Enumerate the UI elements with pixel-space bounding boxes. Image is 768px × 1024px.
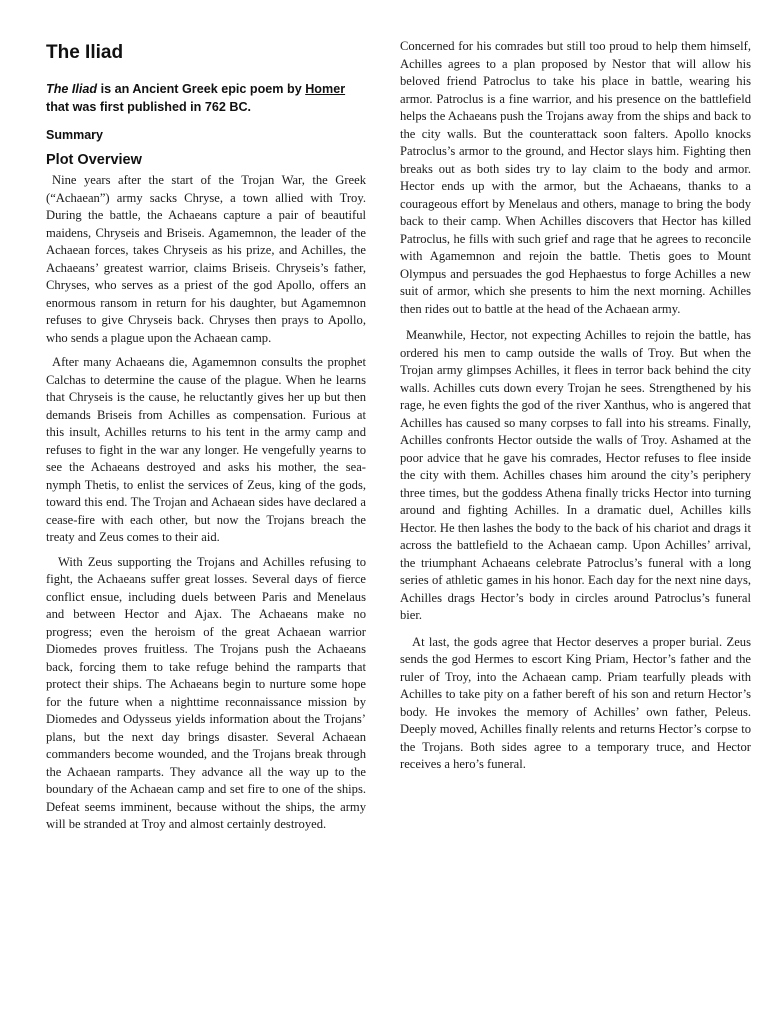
document-title: The Iliad: [46, 42, 124, 63]
paragraph: Meanwhile, Hector, not expecting Achilles to rejoin the battle, has ordered his men to camp outside the walls of Troy. But when the Trojan army glimpses Achilles, it flees in terror back behind the city walls. Achilles cuts down every Trojan he sees. Strengthened by his rage, he even fights the god of the river Xanthus, who is angered that Achilles has caused so many corpses to fall into his streams. Finally, Achilles confronts Hector outside the walls of Troy. Ashamed at the poor advice that he gave his comrades, Hector refuses to flee inside the city with them. Achilles chases him around the city’s periphery three times, but the goddess Athena finally tricks Hector into turning around and fighting Achilles. In a dramatic duel, Achilles kills Hector. He then lashes the body to the back of his chariot and drags it across the battlefield to the Achaean camp. Upon Achilles’ arrival, the triumphant Achaeans celebrate Patroclus’s funeral with a long series of athletic games in his honor. Each day for the next nine days, Achilles drags Hector’s body in circles around Patroclus’s funeral bier.: [400, 328, 751, 622]
paragraph: At last, the gods agree that Hector deserves a proper burial. Zeus sends the god Hermes to escort King Priam, Hector’s father and the ruler of Troy, into the Achaean camp. Priam tearfully pleads with Achilles to take pity on a father bereft of his son and return Hector’s body. He invokes the memory of Achilles’ own father, Peleus. Deeply moved, Achilles finally relents and returns Hector’s corpse to the Trojans. Both sides agree to a temporary truce, and Hector receives a hero’s funeral.: [400, 634, 751, 771]
summary-label: Summary: [46, 128, 103, 142]
paragraph: Nine years after the start of the Trojan War, the Greek (“Achaean”) army sacks Chryse, a town allied with Troy. During the battle, the Achaeans capture a pair of beautiful maidens, Chryseis and Briseis. Agamemnon, the leader of the Achaean forces, takes Chryseis as his prize, and Achilles, the Achaeans’ greatest warrior, claims Briseis. Chryseis’s father, Chryses, who serves as a priest of the god Apollo, offers an enormous ransom in return for his daughter, but Agamemnon refuses to give Chryseis back. Chryses then prays to Apollo, who sends a plague upon the Achaean camp.: [46, 173, 366, 345]
intro-line: [46, 80, 366, 116]
paragraph: Concerned for his comrades but still too proud to help them himself, Achilles agrees to a plan proposed by Nestor that will allow his beloved friend Patroclus to take his place in battle, wearing his armor. Patroclus is a fine warrior, and his presence on the battlefield helps the Achaeans push the Trojans away from the ships and back to the city walls. But the counterattack soon falters. Apollo knocks Patroclus’s armor to the ground, and Hector slays him. Fighting then breaks out as both sides try to lay claim to the body and armor. Hector ends up with the armor, but the Achaeans, thanks to a courageous effort by Menelaus and others, manage to bring the body back to their camp. When Achilles discovers that Hector has killed Patroclus, he fills with such grief and rage that he agrees to reconcile with Agamemnon and rejoin the battle. Thetis goes to Mount Olympus and persuades the god Hephaestus to forge Achilles a new suit of armor, which she presents to him the next morning. Achilles then rides out to battle at the head of the Achaean army.: [400, 39, 751, 316]
plot-overview-heading: Plot Overview: [46, 152, 142, 168]
right-column: [400, 38, 751, 783]
left-column: [46, 38, 366, 841]
paragraph: After many Achaeans die, Agamemnon consults the prophet Calchas to determine the cause of the plague. When he learns that Chryseis is the cause, he reluctantly gives her up but then demands Briseis from Achilles as compensation. Furious at this insult, Achilles returns to his tent in the army camp and refuses to fight in the war any longer. He vengefully yearns to see the Achaeans destroyed and asks his mother, the sea-nymph Thetis, to enlist the services of Zeus, king of the gods, toward this end. The Trojan and Achaean sides have declared a cease-fire with each other, but now the Trojans breach the treaty and Zeus comes to their aid.: [46, 355, 366, 544]
intro-before-author: is an Ancient Greek epic poem by: [97, 82, 306, 96]
intro-after-author: that was first published in 762 BC.: [46, 100, 252, 114]
paragraph: With Zeus supporting the Trojans and Achilles refusing to fight, the Achaeans suffer great losses. Several days of fierce conflict ensue, including duels between Paris and Menelaus and between Hector and Ajax. The Achaeans make no progress; even the heroism of the great Achaean warrior Diomedes proves fruitless. The Trojans push the Achaeans back, forcing them to take refuge behind the ramparts that protect their ships. The Achaeans begin to nurture some hope for the future when a nighttime reconnaissance mission by Diomedes and Odysseus yields information about the Trojans’ plans, but the next day brings disaster. Several Achaean commanders become wounded, and the Trojans break through the Achaean ramparts. They advance all the way up to the boundary of the Achaean camp and set fire to one of the ships. Defeat seems imminent, because without the ships, the army will be stranded at Troy and almost certainly destroyed.: [46, 554, 366, 831]
intro-italic-title: The Iliad: [46, 82, 98, 96]
author-link[interactable]: Homer: [305, 82, 346, 96]
